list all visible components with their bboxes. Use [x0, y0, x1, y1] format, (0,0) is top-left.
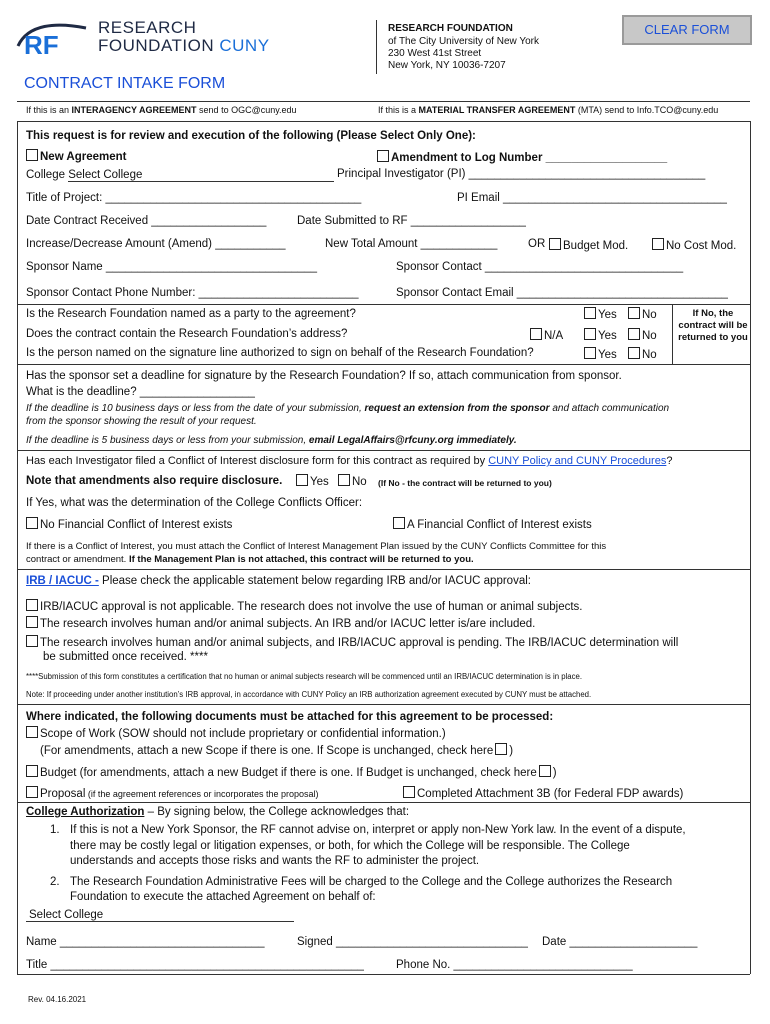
- auth-title-field[interactable]: Title _________________________________________________: [26, 959, 364, 971]
- auth-item-2-line1: The Research Foundation Administrative Fees will be charged to the College and the College authorizes the Research: [70, 876, 673, 888]
- auth-phone-field[interactable]: Phone No. ____________________________: [396, 959, 633, 971]
- request-heading: This request is for review and execution of the following (Please Select Only One):: [26, 130, 476, 142]
- q2-na[interactable]: [530, 328, 563, 342]
- q2-na-label: N/A: [544, 330, 564, 342]
- irb-heading: [26, 575, 531, 587]
- sponsor-email-field[interactable]: Sponsor Contact Email _________________________________: [396, 287, 728, 299]
- attachment-3b-checkbox[interactable]: [403, 786, 415, 798]
- header-divider: [376, 20, 377, 74]
- coi-plan-note-line2: [26, 554, 474, 565]
- coi-amendment-note: Note that amendments also require disclosure.: [26, 475, 283, 487]
- sponsor-name-field[interactable]: Sponsor Name _________________________________: [26, 261, 317, 273]
- budget-mod-label: Budget Mod.: [563, 240, 629, 252]
- college-field[interactable]: [26, 169, 334, 182]
- budget-checkbox[interactable]: [26, 765, 38, 777]
- clear-form-button[interactable]: [622, 15, 752, 45]
- q1-no-label: No: [642, 309, 657, 321]
- svg-text:RF: RF: [24, 30, 59, 56]
- no-cost-mod-label: No Cost Mod.: [666, 240, 737, 252]
- rule-coi: [17, 569, 750, 570]
- q1-yes-label: Yes: [598, 309, 617, 321]
- notice-right-post: (MTA) send to Info.TCO@cuny.edu: [575, 105, 719, 115]
- sponsor-phone-field[interactable]: Sponsor Contact Phone Number: _________________________: [26, 287, 359, 299]
- auth-item-2-num: 2.: [50, 876, 60, 888]
- proposal-note: (if the agreement references or incorporates the proposal): [85, 789, 319, 799]
- address-line-2: 230 West 41st Street: [388, 48, 482, 59]
- deadline-note1-pre: If the deadline is 10 business days or less from the date of your submission,: [26, 403, 365, 414]
- address-title: RESEARCH FOUNDATION: [388, 23, 513, 34]
- coi-plan-pre: contract or amendment.: [26, 554, 129, 565]
- cuny-policy-link[interactable]: CUNY Policy and CUNY Procedures: [488, 455, 667, 467]
- sow-amend-close: ): [509, 745, 514, 757]
- budget-option[interactable]: [26, 765, 557, 779]
- auth-college-value: Select College: [29, 909, 104, 921]
- q2-yes-checkbox[interactable]: [584, 328, 596, 340]
- form-title: CONTRACT INTAKE FORM: [24, 75, 226, 92]
- sow-checkbox[interactable]: [26, 726, 38, 738]
- revision-label: Rev. 04.16.2021: [28, 995, 87, 1004]
- coi-yes-label: Yes: [310, 476, 329, 488]
- amendment-checkbox[interactable]: [377, 150, 389, 162]
- notice-left-post: send to OGC@cuny.edu: [196, 105, 297, 115]
- title-field[interactable]: Title of Project: ________________________________________: [26, 192, 362, 204]
- coi-returned-note: (If No - the contract will be returned to you): [378, 478, 552, 488]
- notice-interagency: [26, 105, 297, 115]
- sow-option[interactable]: [26, 726, 446, 740]
- coi-no[interactable]: [338, 474, 367, 488]
- conflict-option[interactable]: [393, 517, 592, 531]
- date-submitted-field[interactable]: Date Submitted to RF __________________: [297, 215, 526, 227]
- deadline-note-5day: [26, 435, 517, 446]
- auth-item-2-line2: Foundation to execute the attached Agreement on behalf of:: [70, 891, 376, 903]
- coi-yes[interactable]: [296, 474, 329, 488]
- authorization-heading: [26, 806, 409, 818]
- coi-question-end: ?: [666, 455, 673, 467]
- auth-item-1-line2: there may be costly legal or litigation expenses, or both, for which the College will be responsible. The College: [70, 840, 630, 852]
- rule-top: [17, 101, 750, 102]
- attachments-heading: Where indicated, the following documents must be attached for this agreement to be processed:: [26, 711, 554, 723]
- sow-unchanged-checkbox[interactable]: [495, 743, 507, 755]
- coi-question: [26, 455, 672, 467]
- college-select-value: Select College: [68, 169, 143, 181]
- q1-yes-checkbox[interactable]: [584, 307, 596, 319]
- rule-fields: [17, 304, 750, 305]
- deadline-question: Has the sponsor set a deadline for signature by the Research Foundation? If so, attach communication from sponsor.: [26, 370, 622, 382]
- auth-college-select[interactable]: [26, 909, 294, 922]
- q1-no-checkbox[interactable]: [628, 307, 640, 319]
- question-signatory: Is the person named on the signature line authorized to sign on behalf of the Research Foundation?: [26, 347, 534, 359]
- irb-option-pending-line2: be submitted once received. ****: [43, 651, 208, 663]
- q1-yes[interactable]: [584, 307, 617, 321]
- coi-plan-bold: If the Management Plan is not attached, this contract will be returned to you.: [128, 554, 474, 565]
- coi-yes-checkbox[interactable]: [296, 474, 308, 486]
- new-agreement-label: New Agreement: [40, 151, 127, 163]
- irb-option-included[interactable]: [26, 616, 535, 630]
- deadline-note2-pre: If the deadline is 5 business days or less from your submission,: [26, 435, 309, 446]
- authorization-title: College Authorization: [26, 806, 145, 818]
- question-rf-party: Is the Research Foundation named as a party to the agreement?: [26, 308, 356, 320]
- rule-bottom: [17, 974, 750, 975]
- proposal-checkbox[interactable]: [26, 786, 38, 798]
- budget-label: Budget (for amendments, attach a new Budget if there is one. If Budget is unchanged, check here: [40, 767, 537, 779]
- auth-item-1-num: 1.: [50, 824, 60, 836]
- auth-item-1-line3: understands and accepts those risks and wants the RF to administer the project.: [70, 855, 480, 867]
- q3-no-checkbox[interactable]: [628, 347, 640, 359]
- no-cost-mod-checkbox[interactable]: [652, 238, 664, 250]
- sow-amendment-note: [40, 743, 513, 757]
- or-label: OR: [528, 238, 546, 250]
- q2-no-label: No: [642, 330, 657, 342]
- logo-foundation: FOUNDATION: [98, 36, 215, 55]
- auth-name-field[interactable]: Name ________________________________: [26, 936, 265, 948]
- coi-no-label: No: [352, 476, 367, 488]
- new-agreement-option[interactable]: [26, 149, 127, 163]
- authorization-intro: – By signing below, the College acknowledges that:: [144, 806, 410, 818]
- pi-field[interactable]: Principal Investigator (PI) _____________________________________: [337, 168, 706, 180]
- notice-right-pre: If this is a: [378, 105, 419, 115]
- irb-opt2-label: The research involves human and/or animal subjects. An IRB and/or IACUC letter is/are included.: [40, 618, 536, 630]
- no-conflict-option[interactable]: [26, 517, 232, 531]
- rule-attachments: [17, 802, 750, 803]
- coi-plan-note-line1: If there is a Conflict of Interest, you must attach the Conflict of Interest Management Plan issued by the CUNY Conflicts Committee for this: [26, 541, 607, 552]
- auth-item-1-line1: If this is not a New York Sponsor, the RF cannot advise on, interpret or apply non-New York law. In the event of a dispute,: [70, 824, 686, 836]
- q2-na-checkbox[interactable]: [530, 328, 542, 340]
- sow-label: Scope of Work (SOW should not include proprietary or confidential information.): [40, 728, 446, 740]
- irb-option-pending[interactable]: [26, 635, 678, 649]
- notice-right-bold: MATERIAL TRANSFER AGREEMENT: [418, 105, 576, 115]
- logo-line-1: RESEARCH: [98, 18, 197, 37]
- amount-change-field[interactable]: Increase/Decrease Amount (Amend) ___________: [26, 238, 286, 250]
- irb-certification: ****Submission of this form constitutes a certification that no human or animal subjects research will be commenced until an IRB/IACUC determination is in place.: [26, 672, 583, 681]
- deadline-note1-post: and attach communication: [549, 403, 670, 414]
- q3-yes[interactable]: [584, 347, 617, 361]
- q1-no[interactable]: [628, 307, 657, 321]
- deadline-note-10day: [26, 403, 669, 414]
- address-line-3: New York, NY 10036-7207: [388, 60, 506, 71]
- deadline-field[interactable]: What is the deadline? __________________: [26, 386, 255, 398]
- rf-logo-icon: [16, 20, 88, 56]
- conflict-label: A Financial Conflict of Interest exists: [407, 519, 592, 531]
- no-conflict-checkbox[interactable]: [26, 517, 38, 529]
- irb-note: Note: If proceeding under another institution’s IRB approval, in accordance with CUNY Policy an IRB authorization agreement executed by CUNY must be attached.: [26, 690, 592, 699]
- q3-no-label: No: [642, 349, 657, 361]
- conflict-checkbox[interactable]: [393, 517, 405, 529]
- box-left-border: [17, 121, 18, 974]
- coi-no-checkbox[interactable]: [338, 474, 350, 486]
- irb-option-not-applicable[interactable]: [26, 599, 583, 613]
- q3-yes-checkbox[interactable]: [584, 347, 596, 359]
- college-select[interactable]: [68, 169, 334, 182]
- budget-close: ): [552, 767, 557, 779]
- notice-mta: [378, 105, 718, 115]
- logo-line-2: [98, 36, 270, 56]
- sow-amend-text: (For amendments, attach a new Scope if there is one. If Scope is unchanged, check here: [40, 745, 494, 757]
- rule-deadline: [17, 450, 750, 451]
- pi-email-field[interactable]: PI Email ___________________________________: [457, 192, 727, 204]
- rule-notices: [17, 121, 750, 122]
- returned-side-note: If No, the contract will be returned to you: [678, 308, 748, 343]
- attachment-3b-label: Completed Attachment 3B (for Federal FDP awards): [417, 788, 684, 800]
- proposal-label: Proposal: [40, 788, 86, 800]
- budget-mod-option[interactable]: [549, 238, 628, 252]
- irb-iacuc-link[interactable]: IRB / IACUC -: [26, 575, 99, 587]
- question-rf-address: Does the contract contain the Research Foundation’s address?: [26, 328, 348, 340]
- irb-pending-checkbox[interactable]: [26, 635, 38, 647]
- auth-date-field[interactable]: Date ____________________: [542, 936, 698, 948]
- budget-mod-checkbox[interactable]: [549, 238, 561, 250]
- coi-question-text: Has each Investigator filed a Conflict of Interest disclosure form for this contract as required by: [26, 455, 489, 467]
- side-note-divider: [672, 304, 673, 364]
- q2-no-checkbox[interactable]: [628, 328, 640, 340]
- notice-left-pre: If this is an: [26, 105, 72, 115]
- budget-unchanged-checkbox[interactable]: [539, 765, 551, 777]
- auth-signed-field[interactable]: Signed ______________________________: [297, 936, 528, 948]
- logo-cuny: CUNY: [219, 36, 270, 55]
- q2-yes[interactable]: [584, 328, 617, 342]
- rule-irb: [17, 704, 750, 705]
- box-right-border: [750, 121, 751, 974]
- proposal-option[interactable]: [26, 786, 319, 800]
- q3-yes-label: Yes: [598, 349, 617, 361]
- deadline-note1-bold: request an extension from the sponsor: [364, 403, 550, 414]
- irb-opt3-label: The research involves human and/or animal subjects, and IRB/IACUC approval is pending. The IRB/IACUC determination will: [40, 637, 679, 649]
- q2-no[interactable]: [628, 328, 657, 342]
- college-label: College: [26, 169, 65, 181]
- clear-form-label: CLEAR FORM: [644, 22, 730, 37]
- no-cost-mod-option[interactable]: [652, 238, 736, 252]
- rule-questions: [17, 364, 750, 365]
- deadline-note-10day-line2: from the sponsor showing the result of your request.: [26, 416, 257, 427]
- attachment-3b-option[interactable]: [403, 786, 683, 800]
- logo: [16, 18, 276, 58]
- q3-no[interactable]: [628, 347, 657, 361]
- address-line-1: of The City University of New York: [388, 36, 539, 47]
- irb-opt1-label: IRB/IACUC approval is not applicable. The research does not involve the use of human or animal subjects.: [40, 601, 583, 613]
- date-received-field[interactable]: Date Contract Received __________________: [26, 215, 267, 227]
- no-conflict-label: No Financial Conflict of Interest exists: [40, 519, 233, 531]
- new-total-field[interactable]: New Total Amount ____________: [325, 238, 498, 250]
- irb-intro: Please check the applicable statement below regarding IRB and/or IACUC approval:: [98, 575, 531, 587]
- irb-included-checkbox[interactable]: [26, 616, 38, 628]
- notice-left-bold: INTERAGENCY AGREEMENT: [71, 105, 197, 115]
- q2-yes-label: Yes: [598, 330, 617, 342]
- new-agreement-checkbox[interactable]: [26, 149, 38, 161]
- amendment-option[interactable]: [377, 150, 667, 164]
- coi-determination: If Yes, what was the determination of the College Conflicts Officer:: [26, 497, 363, 509]
- deadline-note2-bold: email LegalAffairs@rfcuny.org immediately.: [308, 435, 517, 446]
- irb-not-applicable-checkbox[interactable]: [26, 599, 38, 611]
- amendment-label: Amendment to Log Number ___________________: [391, 152, 668, 164]
- sponsor-contact-field[interactable]: Sponsor Contact _______________________________: [396, 261, 684, 273]
